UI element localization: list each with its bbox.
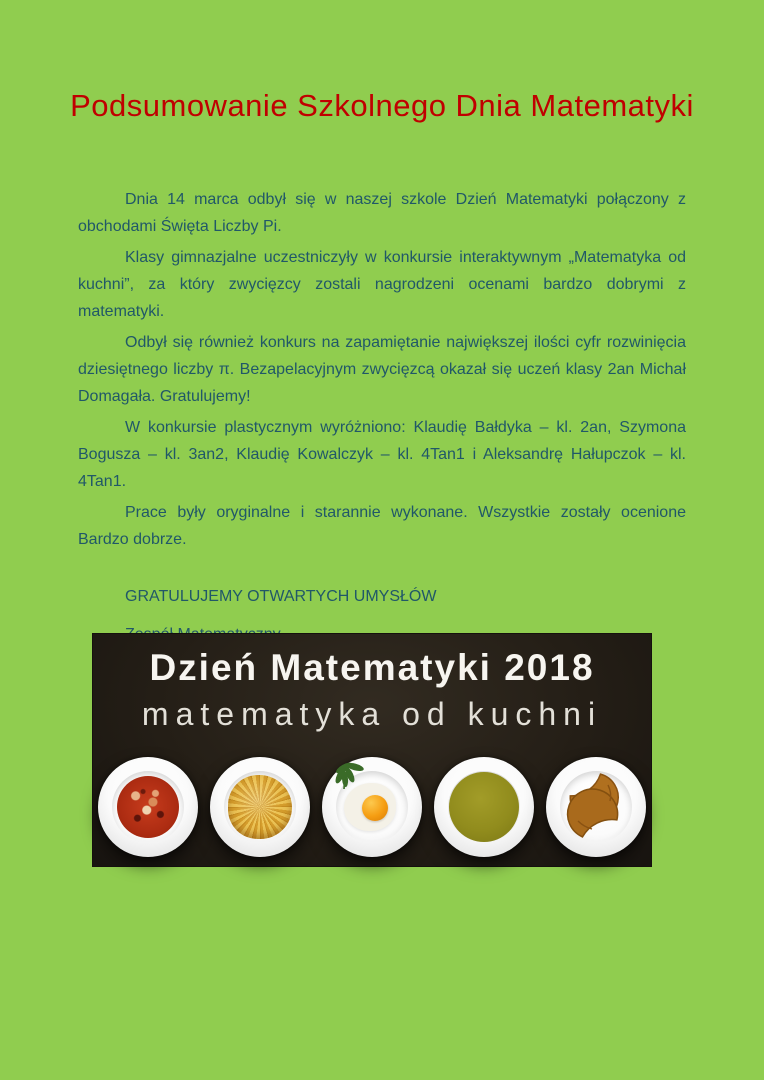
congrats-line: GRATULUJEMY OTWARTYCH UMYSŁÓW	[125, 588, 437, 605]
article-body	[78, 186, 686, 648]
spaghetti-image	[228, 775, 292, 839]
paragraph: Odbył się również konkurs na zapamiętanie największej ilości cyfr rozwinięcia dziesiętnego liczby π. Bezapelacyjnym zwycięzcą okazał się uczeń klasy 2an Michał Domagała. Gratulujemy!	[78, 334, 686, 405]
plates-row	[93, 757, 651, 857]
banner-title: Dzień Matematyki 2018	[149, 647, 595, 688]
croissants-icon	[560, 769, 632, 845]
basil-garnish-icon	[330, 759, 372, 795]
plate-fried-egg	[322, 757, 422, 857]
banner-subtitle: matematyka od kuchni	[141, 696, 603, 732]
green-soup-image	[449, 772, 519, 842]
paragraph: Klasy gimnazjalne uczestniczyły w konkursie interaktywnym „Matematyka od kuchni”, za który zwycięzcy zostali nagrodzeni ocenami bardzo dobrymi z matematyki.	[78, 249, 686, 320]
plate-green-soup	[434, 757, 534, 857]
event-banner	[93, 634, 651, 866]
paragraph: Prace były oryginalne i starannie wykonane. Wszystkie zostały ocenione Bardzo dobrze.	[78, 504, 686, 548]
plate-tomato-soup	[98, 757, 198, 857]
paragraph: Dnia 14 marca odbył się w naszej szkole Dzień Matematyki połączony z obchodami Święta Liczby Pi.	[78, 191, 686, 235]
plate-croissants	[546, 757, 646, 857]
plate-spaghetti	[210, 757, 310, 857]
egg-yolk-image	[362, 795, 388, 821]
page-title: Podsumowanie Szkolnego Dnia Matematyki	[70, 88, 694, 123]
paragraph: W konkursie plastycznym wyróżniono: Klaudię Bałdyka – kl. 2an, Szymona Bogusza – kl. 3an2, Klaudię Kowalczyk – kl. 4Tan1 i Aleksandrę Hałupczok – kl. 4Tan1.	[78, 419, 686, 490]
tomato-soup-image	[117, 776, 179, 838]
